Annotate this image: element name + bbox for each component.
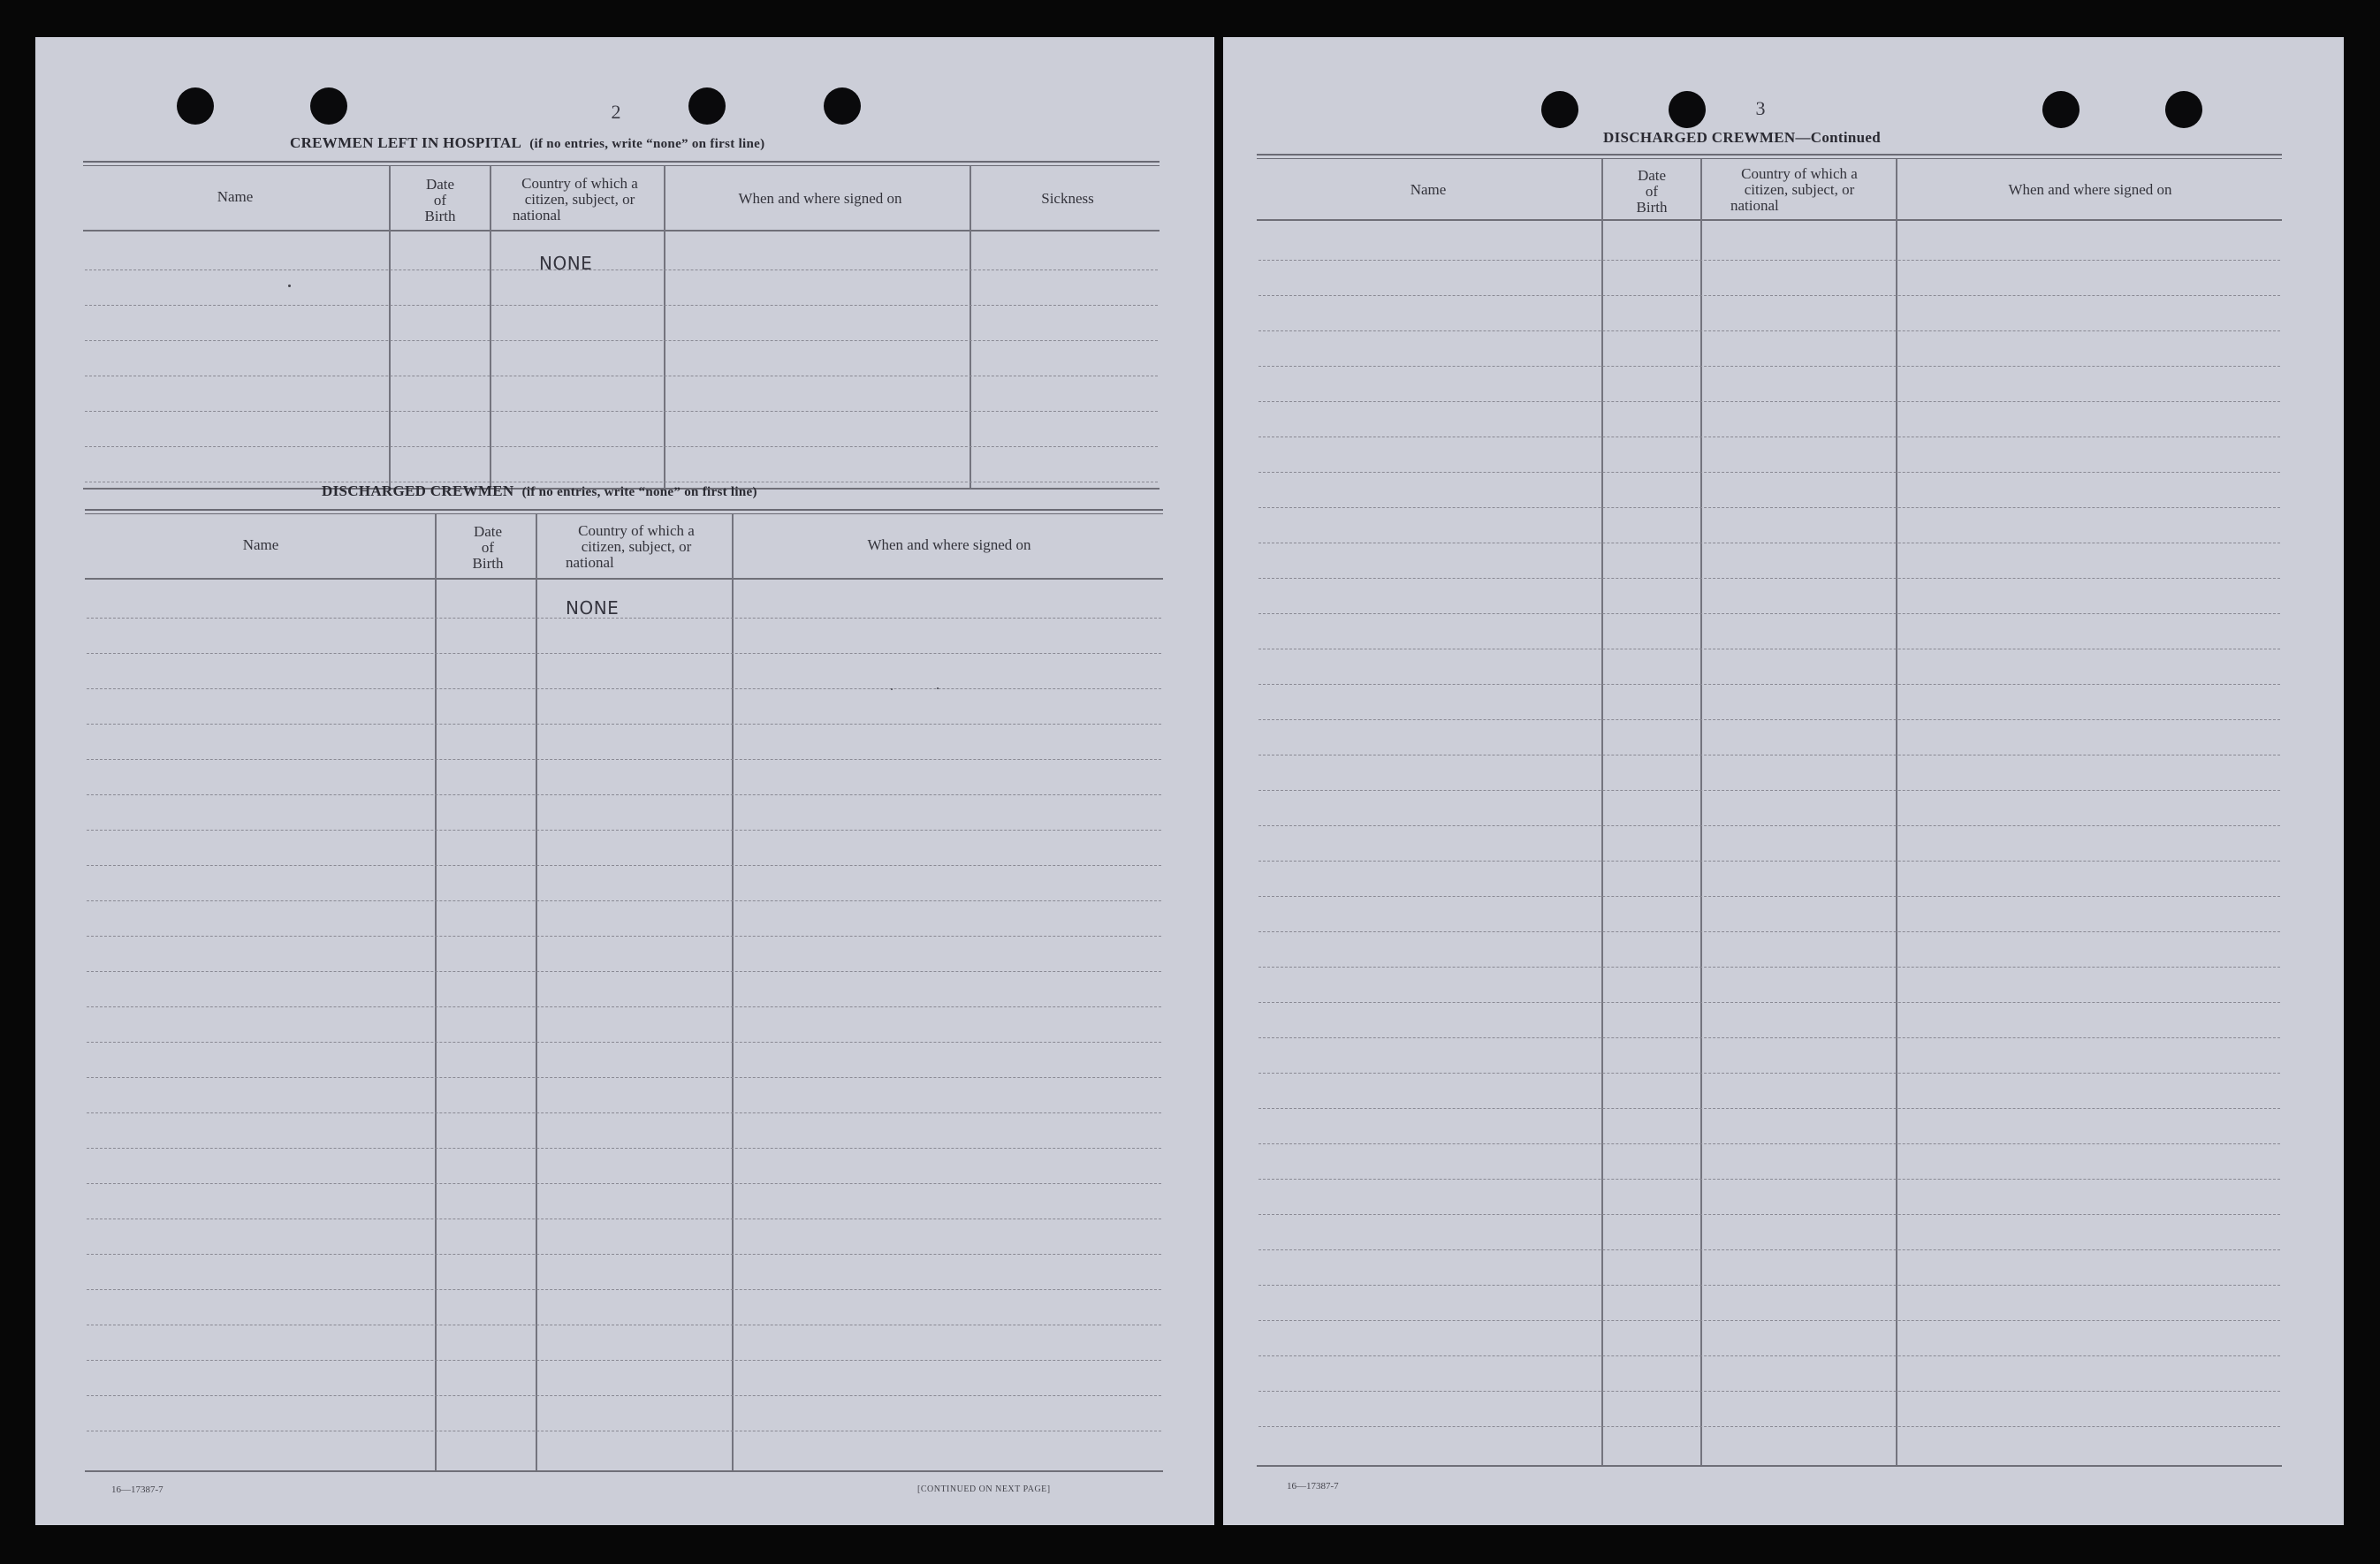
entry-line: [1258, 366, 2280, 367]
entry-line: [1258, 1391, 2280, 1392]
punch-hole: [2042, 91, 2080, 128]
dob-line: Birth: [1636, 199, 1668, 216]
entry-line: [1258, 613, 2280, 614]
column-divider: [664, 166, 665, 488]
dob-line: of: [433, 192, 447, 209]
discharged-none-entry: NONE: [566, 597, 620, 619]
discharged-col-signed: When and where signed on: [867, 536, 1031, 553]
discharged-col-name: Name: [242, 536, 279, 553]
entry-line: [1258, 1108, 2280, 1109]
entry-line: [87, 759, 1161, 760]
entry-line: [87, 794, 1161, 795]
entry-line: [1258, 790, 2280, 791]
punch-hole: [2165, 91, 2202, 128]
column-divider: [732, 514, 734, 1470]
ink-speck: [937, 687, 939, 689]
country-line: national: [566, 554, 614, 571]
dob-line: Date: [1637, 167, 1667, 184]
entry-line: [87, 1360, 1161, 1361]
punch-hole: [824, 87, 861, 125]
entry-line: [1258, 295, 2280, 296]
dob-line: Birth: [472, 555, 504, 572]
entry-line: [87, 900, 1161, 901]
entry-line: [1258, 1179, 2280, 1180]
hospital-col-country: [493, 176, 666, 224]
entry-line: [85, 411, 1158, 412]
punch-hole: [310, 87, 347, 125]
dob-line: of: [1645, 183, 1659, 200]
entry-line: [1258, 1037, 2280, 1038]
hospital-col-name: Name: [217, 188, 254, 205]
entry-line: [87, 1183, 1161, 1184]
entry-line: [85, 305, 1158, 306]
entry-line: [87, 724, 1161, 725]
punch-hole: [1541, 91, 1578, 128]
entry-line: [1258, 896, 2280, 897]
entry-line: [87, 1254, 1161, 1255]
form-code: 16—17387-7: [111, 1484, 163, 1495]
entry-line: [1258, 578, 2280, 579]
entry-line: [1258, 401, 2280, 402]
discharged-col-dob: [438, 524, 537, 572]
entry-line: [1258, 931, 2280, 932]
entry-line: [1258, 1249, 2280, 1250]
entry-line: [1258, 967, 2280, 968]
discharged-top-rule: [85, 509, 1163, 514]
form-code: 16—17387-7: [1287, 1481, 1339, 1492]
entry-line: [1258, 825, 2280, 826]
country-line: national: [513, 207, 561, 224]
hospital-col-dob: [391, 177, 490, 224]
hospital-header-rule: [83, 230, 1160, 232]
ink-speck: [288, 285, 291, 287]
dob-line: Birth: [424, 208, 456, 224]
entry-line: [1258, 260, 2280, 261]
country-line: Country of which a: [521, 175, 638, 192]
entry-line: [87, 1148, 1161, 1149]
entry-line: [85, 446, 1158, 447]
hospital-title-qualifier: (if no entries, write “none” on first line): [529, 137, 765, 151]
entry-line: [87, 1289, 1161, 1290]
continued-col-country: [1702, 166, 1897, 214]
country-line: citizen, subject, or: [1744, 181, 1855, 198]
discharged-section-title: [322, 482, 757, 500]
hospital-top-rule: [83, 161, 1160, 166]
hospital-title-text: CREWMEN LEFT IN HOSPITAL: [290, 134, 522, 151]
column-divider: [536, 514, 537, 1470]
discharged-col-country: [539, 523, 734, 571]
entry-line: [1258, 719, 2280, 720]
country-line: citizen, subject, or: [581, 538, 692, 555]
hospital-col-signed: When and where signed on: [738, 190, 902, 207]
punch-hole: [177, 87, 214, 125]
entry-line: [1258, 1002, 2280, 1003]
column-divider: [490, 166, 491, 488]
entry-line: [1258, 1073, 2280, 1074]
entry-line: [1258, 1355, 2280, 1356]
dob-line: of: [481, 539, 495, 556]
punch-hole: [1669, 91, 1706, 128]
continued-note: [CONTINUED ON NEXT PAGE]: [917, 1484, 1051, 1494]
entry-line: [1258, 861, 2280, 862]
entry-line: [1258, 507, 2280, 508]
entry-line: [87, 865, 1161, 866]
continued-col-signed: When and where signed on: [2008, 181, 2172, 198]
entry-line: [1258, 1426, 2280, 1427]
country-line: national: [1730, 197, 1779, 214]
ink-speck: [891, 688, 893, 690]
entry-line: [87, 1395, 1161, 1396]
punch-hole: [688, 87, 726, 125]
entry-line: [1258, 684, 2280, 685]
page-number: 2: [611, 101, 621, 123]
discharged-title-text: DISCHARGED CREWMEN: [322, 482, 514, 499]
discharged-bottom-rule: [85, 1470, 1163, 1472]
continued-bottom-rule: [1257, 1465, 2282, 1467]
entry-line: [87, 653, 1161, 654]
country-line: Country of which a: [578, 522, 695, 539]
hospital-section-title: [290, 134, 764, 152]
entry-line: [87, 971, 1161, 972]
hospital-none-entry: NONE: [539, 253, 593, 274]
continued-header-rule: [1257, 219, 2282, 221]
continued-top-rule: [1257, 154, 2282, 159]
entry-line: [1258, 1143, 2280, 1144]
discharged-continued-title: DISCHARGED CREWMEN—Continued: [1603, 129, 1881, 146]
entry-line: [87, 1006, 1161, 1007]
entry-line: [87, 1112, 1161, 1113]
continued-col-dob: [1603, 168, 1700, 216]
entry-line: [87, 936, 1161, 937]
entry-line: [87, 1077, 1161, 1078]
right-page: [1223, 37, 2344, 1525]
entry-line: [87, 1042, 1161, 1043]
entry-line: [1258, 330, 2280, 331]
column-divider: [1700, 159, 1702, 1467]
entry-line: [1258, 472, 2280, 473]
column-divider: [435, 514, 437, 1470]
column-divider: [969, 166, 971, 488]
column-divider: [389, 166, 391, 488]
hospital-col-sickness: Sickness: [1041, 190, 1094, 207]
continued-col-name: Name: [1410, 181, 1447, 198]
entry-line: [87, 830, 1161, 831]
column-divider: [1601, 159, 1603, 1467]
dob-line: Date: [425, 176, 455, 193]
discharged-title-qualifier: (if no entries, write “none” on first line): [521, 485, 757, 499]
page-number: 3: [1755, 97, 1766, 119]
entry-line: [1258, 1285, 2280, 1286]
discharged-header-rule: [85, 578, 1163, 580]
entry-line: [1258, 1214, 2280, 1215]
entry-line: [1258, 1320, 2280, 1321]
country-line: citizen, subject, or: [524, 191, 635, 208]
dob-line: Date: [473, 523, 503, 540]
entry-line: [87, 618, 1161, 619]
entry-line: [85, 340, 1158, 341]
country-line: Country of which a: [1741, 165, 1858, 182]
left-page: [35, 37, 1214, 1525]
column-divider: [1896, 159, 1897, 1467]
entry-line: [87, 688, 1161, 689]
